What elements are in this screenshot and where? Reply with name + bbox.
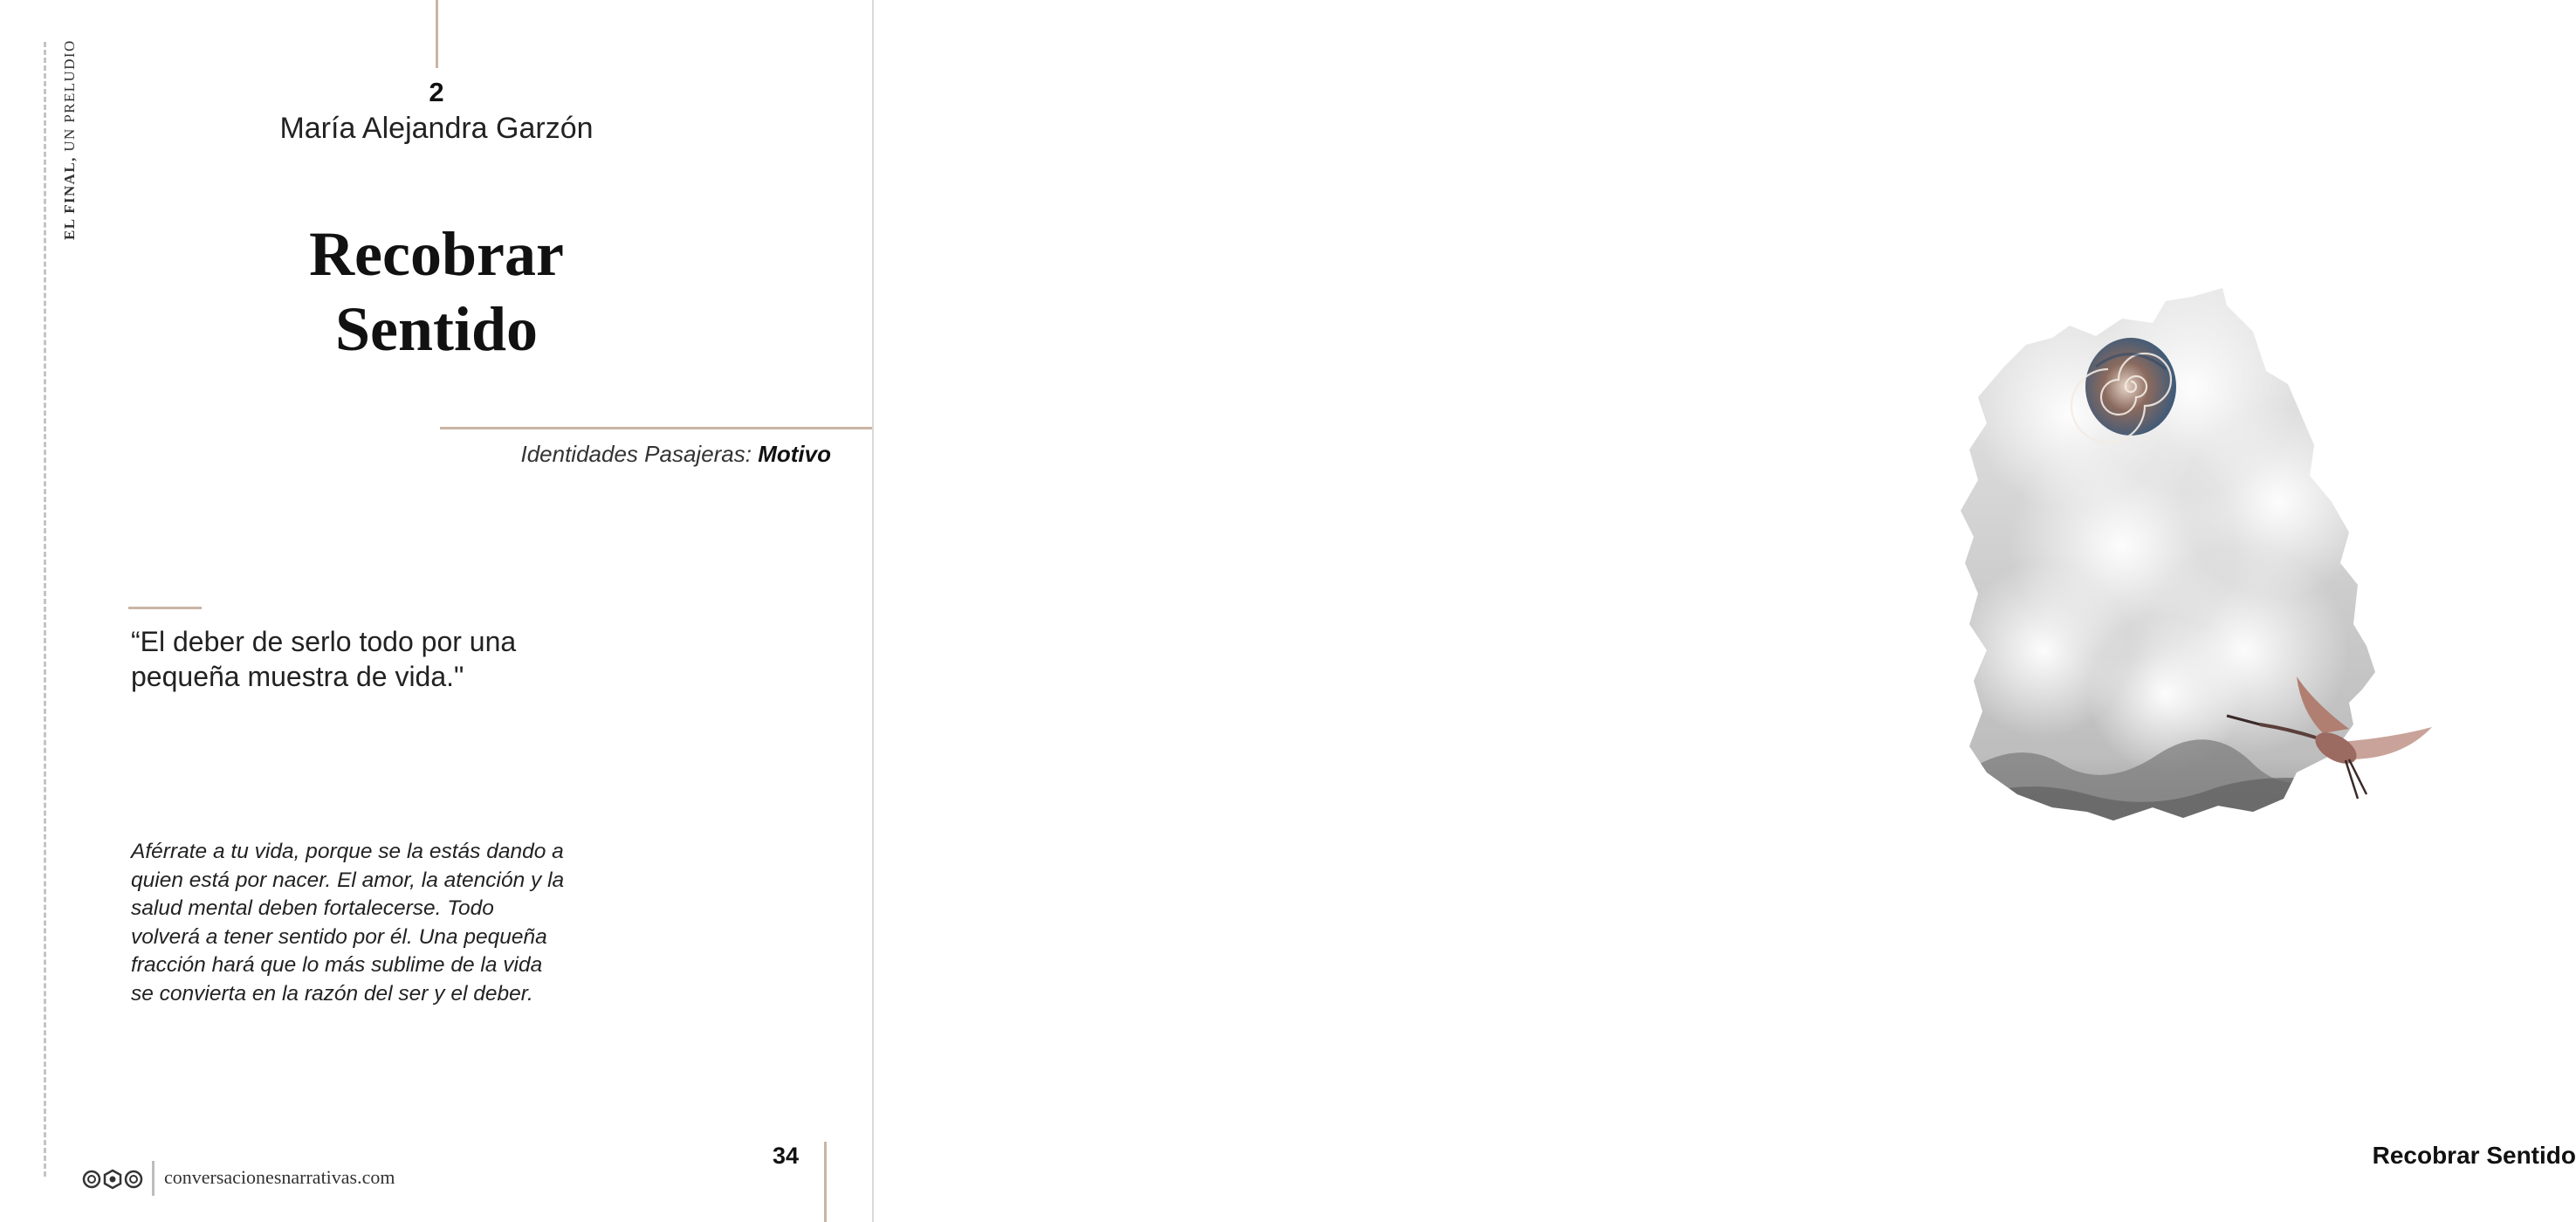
page-title (210, 216, 663, 367)
chapter-number: 2 (429, 77, 444, 107)
title-line-2: Sentido (334, 294, 539, 364)
collage-illustration (1965, 284, 2454, 868)
section-rule (440, 427, 872, 429)
title-line-1: Recobrar (309, 219, 564, 289)
top-accent-rule (436, 0, 438, 68)
series-prefix: Identidades Pasajeras: (520, 441, 752, 467)
right-page (874, 0, 2576, 1222)
quote-rule (128, 607, 202, 609)
website-url[interactable]: conversacionesnarrativas.com (164, 1166, 395, 1188)
series-name: Motivo (758, 441, 831, 467)
bottom-accent-rule (824, 1142, 827, 1222)
dashed-page-edge (44, 42, 46, 1177)
page-number: 34 (772, 1143, 800, 1169)
pull-quote: “El deber de serlo todo por una pequeña muestra de vida." (131, 626, 517, 692)
left-page (0, 0, 872, 1222)
footer-separator (152, 1161, 155, 1196)
creative-commons-icon (82, 1167, 143, 1191)
running-head: EL FINAL, UN PRELUDIO (61, 39, 78, 240)
running-footer-title: Recobrar Sentido (2372, 1142, 2576, 1169)
series-label (436, 441, 831, 468)
author-name: María Alejandra Garzón (279, 112, 594, 145)
storm-cloud-image (1956, 284, 2393, 842)
body-paragraph: Aférrate a tu vida, porque se la estás dando a quien está por nacer. El amor, la atención y la salud mental deben fortalecerse. Todo volverá a tener sentido por él. Una pequeña fracción hará que lo más sublime de la vida se convierta en la razón del ser y el deber. (131, 840, 565, 1006)
